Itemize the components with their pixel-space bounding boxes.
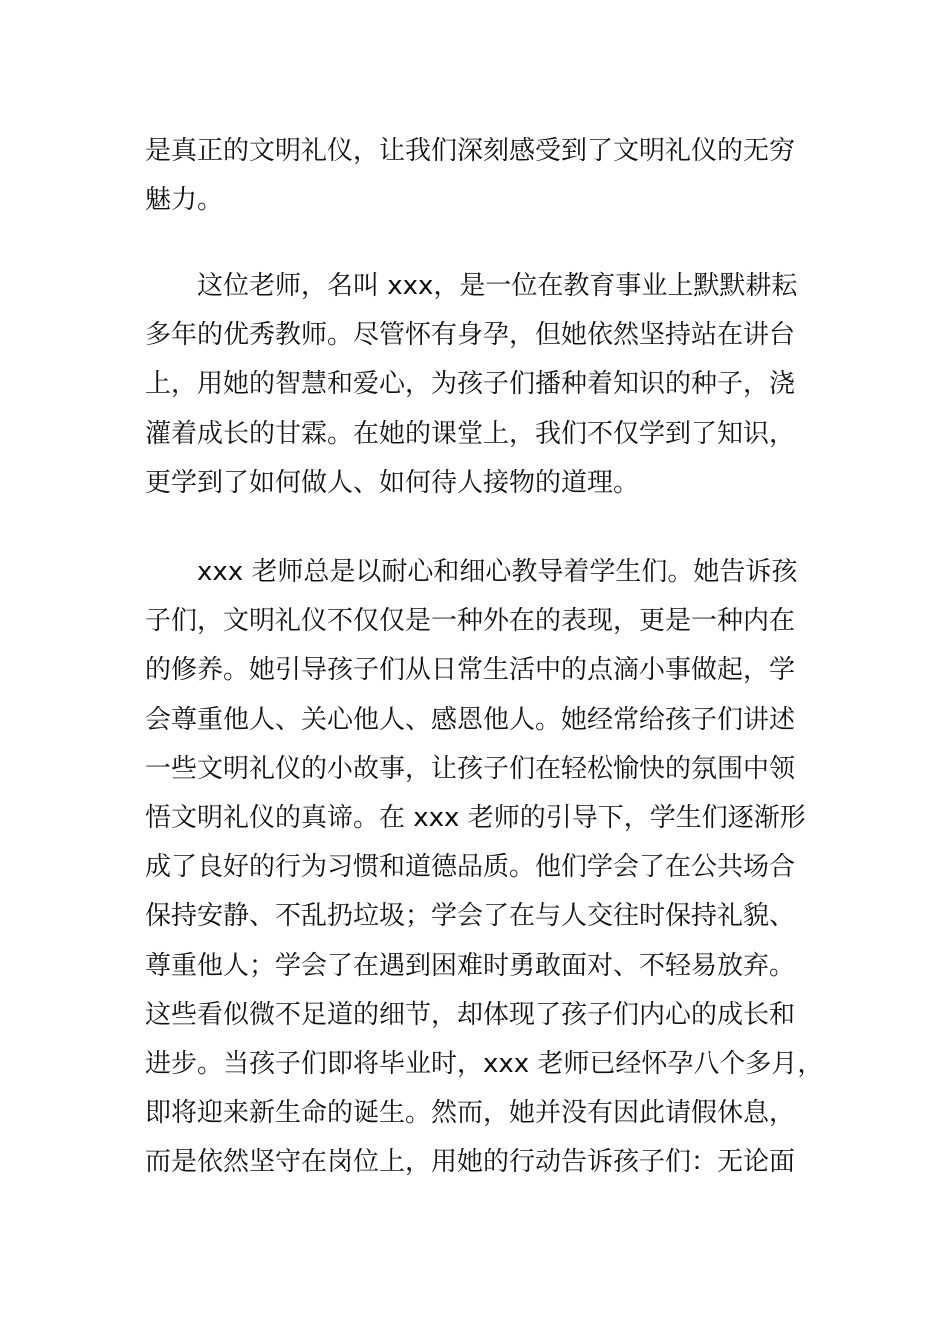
text-line: 子们，文明礼仪不仅仅是一种外在的表现，更是一种内在 — [145, 606, 796, 637]
text-line: xxx 老师总是以耐心和细心教导着学生们。她告诉孩 — [197, 557, 798, 587]
paragraph-teacher-guidance — [145, 548, 835, 1187]
text-line: 多年的优秀教师。尽管怀有身孕，但她依然坚持站在讲台 — [145, 320, 796, 351]
text-line: 魅力。 — [145, 185, 224, 216]
text-line: 尊重他人；学会了在遇到困难时勇敢面对、不轻易放弃。 — [145, 950, 796, 981]
text-line: 上，用她的智慧和爱心，为孩子们播种着知识的种子，浇 — [145, 369, 796, 400]
text-line: 一些文明礼仪的小故事，让孩子们在轻松愉快的氛围中领 — [145, 753, 796, 784]
text-line: 而是依然坚守在岗位上，用她的行动告诉孩子们：无论面 — [145, 1147, 796, 1178]
text-line: 是真正的文明礼仪，让我们深刻感受到了文明礼仪的无穷 — [145, 136, 796, 166]
text-line: 保持安静、不乱扔垃圾；学会了在与人交往时保持礼貌、 — [145, 901, 796, 932]
text-line: 的修养。她引导孩子们从日常生活中的点滴小事做起，学 — [145, 655, 796, 686]
text-line: 这位老师，名叫 xxx，是一位在教育事业上默默耕耘 — [197, 271, 798, 301]
text-line: 悟文明礼仪的真谛。在 xxx 老师的引导下，学生们逐渐形 — [145, 802, 806, 833]
text-line: 即将迎来新生命的诞生。然而，她并没有因此请假休息， — [145, 1098, 796, 1129]
text-line: 灌着成长的甘霖。在她的课堂上，我们不仅学到了知识， — [145, 418, 796, 449]
text-line: 这些看似微不足道的细节，却体现了孩子们内心的成长和 — [145, 999, 796, 1030]
text-line: 会尊重他人、关心他人、感恩他人。她经常给孩子们讲述 — [145, 704, 796, 735]
text-line: 更学到了如何做人、如何待人接物的道理。 — [145, 467, 640, 498]
paragraph-teacher-intro — [145, 262, 835, 508]
text-line: 进步。当孩子们即将毕业时，xxx 老师已经怀孕八个多月， — [145, 1048, 824, 1079]
paragraph-continuation — [145, 127, 835, 225]
text-line: 成了良好的行为习惯和道德品质。他们学会了在公共场合 — [145, 852, 796, 883]
